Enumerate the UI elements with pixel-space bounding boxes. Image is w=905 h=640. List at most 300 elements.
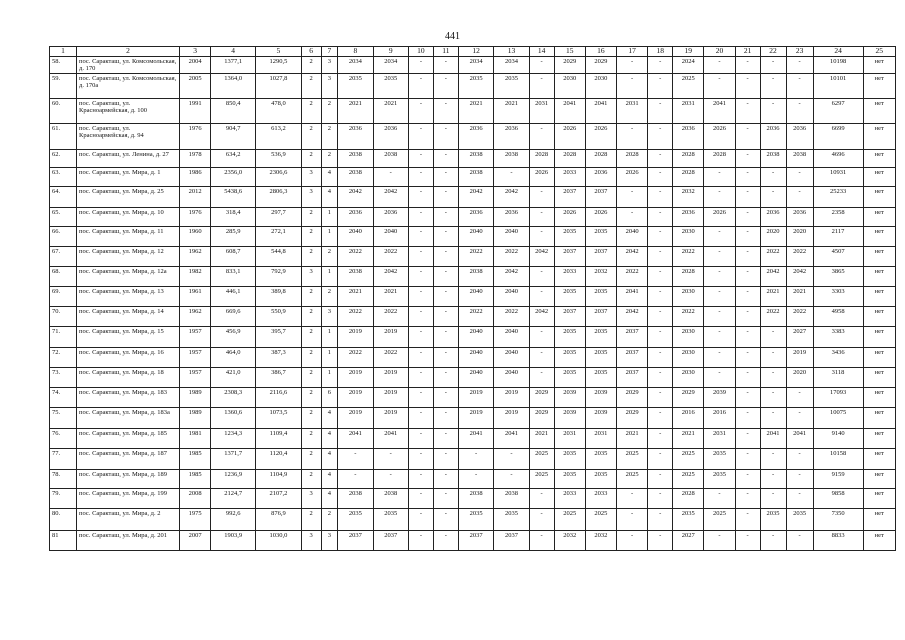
column-header: 14 [529, 47, 554, 57]
table-cell: 7350 [813, 508, 863, 530]
table-cell: 2029 [585, 56, 616, 73]
table-cell: 2 [301, 428, 321, 448]
table-cell: нет [863, 428, 895, 448]
table-cell: - [338, 448, 373, 469]
table-cell: 2038 [458, 266, 493, 286]
table-cell: 2040 [494, 367, 529, 387]
table-cell: 904,7 [211, 123, 256, 149]
table-cell: 2025 [617, 448, 648, 469]
table-cell: 2026 [554, 207, 585, 226]
table-cell: - [648, 186, 673, 207]
table-cell: - [408, 306, 433, 326]
table-cell: - [735, 326, 760, 347]
table-cell: - [760, 73, 786, 98]
table-cell: 2025 [673, 73, 704, 98]
table-cell: 2035 [585, 286, 616, 306]
table-cell: 2 [301, 98, 321, 123]
table-cell: 395,7 [256, 326, 302, 347]
table-cell: - [760, 367, 786, 387]
table-cell: 2035 [786, 508, 813, 530]
table-row [50, 73, 896, 98]
row-number: 73. [50, 367, 77, 387]
table-cell: - [735, 149, 760, 167]
table-cell: 2019 [373, 326, 408, 347]
table-cell: 2019 [494, 387, 529, 407]
table-cell: - [408, 448, 433, 469]
column-header: 13 [494, 47, 529, 57]
table-cell: - [408, 387, 433, 407]
table-cell: 2022 [786, 246, 813, 266]
table-cell: нет [863, 286, 895, 306]
table-cell: 2124,7 [211, 488, 256, 508]
table-cell: 2 [321, 246, 338, 266]
table-cell: - [408, 98, 433, 123]
table-cell: нет [863, 186, 895, 207]
table-cell: 2007 [180, 530, 211, 550]
table-cell: 2041 [786, 428, 813, 448]
table-cell: нет [863, 246, 895, 266]
table-cell: - [648, 347, 673, 367]
row-number: 72. [50, 347, 77, 367]
table-cell: 2035 [494, 508, 529, 530]
table-cell: 4 [321, 407, 338, 428]
table-cell: 634,2 [211, 149, 256, 167]
table-cell: - [786, 530, 813, 550]
table-cell: - [735, 469, 760, 488]
table-cell: 2 [321, 149, 338, 167]
table-cell: - [704, 306, 735, 326]
table-cell: - [648, 246, 673, 266]
table-cell: 2025 [554, 508, 585, 530]
table-cell: 3 [321, 56, 338, 73]
table-cell: 3303 [813, 286, 863, 306]
table-cell: 2019 [786, 347, 813, 367]
table-cell: 2035 [585, 347, 616, 367]
table-cell: - [529, 73, 554, 98]
table-cell: - [617, 508, 648, 530]
table-cell: 2027 [673, 530, 704, 550]
table-cell: 2032 [673, 186, 704, 207]
table-cell: 1985 [180, 448, 211, 469]
table-cell: 2022 [494, 246, 529, 266]
table-cell: 2019 [458, 407, 493, 428]
address-cell: пос. Саракташ, ул. Ленина, д. 27 [77, 149, 180, 167]
table-cell: 2041 [494, 428, 529, 448]
table-cell: - [433, 530, 458, 550]
table-cell: 1 [321, 226, 338, 246]
table-cell: 2019 [338, 387, 373, 407]
table-cell: 2038 [338, 266, 373, 286]
table-cell: 2356,0 [211, 167, 256, 186]
table-cell: 1989 [180, 387, 211, 407]
address-cell: пос. Саракташ, ул. Мира, д. 10 [77, 207, 180, 226]
table-cell: 2 [301, 207, 321, 226]
table-cell: - [408, 123, 433, 149]
table-cell: 2039 [585, 387, 616, 407]
table-cell: 1961 [180, 286, 211, 306]
table-cell: 2040 [494, 226, 529, 246]
table-cell: 2031 [554, 428, 585, 448]
table-cell: 2035 [585, 367, 616, 387]
table-cell: 2038 [458, 167, 493, 186]
table-cell: 2 [301, 286, 321, 306]
table-cell: 2035 [585, 326, 616, 347]
table-cell: 2030 [673, 226, 704, 246]
table-cell: 3 [321, 530, 338, 550]
table-cell: - [373, 448, 408, 469]
table-cell: 3 [321, 306, 338, 326]
table-cell: - [760, 186, 786, 207]
table-cell: 2036 [373, 207, 408, 226]
table-cell: 1120,4 [256, 448, 302, 469]
table-cell: нет [863, 149, 895, 167]
table-cell: 2038 [494, 149, 529, 167]
table-cell: - [433, 488, 458, 508]
row-number: 58. [50, 56, 77, 73]
table-cell: 2040 [458, 226, 493, 246]
table-cell: 2021 [338, 98, 373, 123]
table-cell: 2029 [673, 387, 704, 407]
table-cell: 613,2 [256, 123, 302, 149]
table-cell: 2032 [585, 530, 616, 550]
table-cell: 5438,6 [211, 186, 256, 207]
table-cell: 2025 [529, 469, 554, 488]
table-cell: 2036 [585, 167, 616, 186]
table-cell: - [338, 469, 373, 488]
table-cell: - [648, 488, 673, 508]
table-cell: 4958 [813, 306, 863, 326]
table-cell: нет [863, 226, 895, 246]
address-cell: пос. Саракташ, ул. Мира, д. 12а [77, 266, 180, 286]
column-header: 22 [760, 47, 786, 57]
table-cell: 2036 [494, 123, 529, 149]
table-cell: 2041 [585, 98, 616, 123]
column-header: 6 [301, 47, 321, 57]
row-number: 80. [50, 508, 77, 530]
table-cell: 2021 [617, 428, 648, 448]
table-cell: - [648, 266, 673, 286]
table-cell: 2026 [704, 207, 735, 226]
table-cell: 2038 [760, 149, 786, 167]
column-header: 19 [673, 47, 704, 57]
page-number: 441 [445, 31, 460, 42]
table-cell: 2022 [458, 246, 493, 266]
table-cell: 2 [301, 448, 321, 469]
table-row [50, 387, 896, 407]
row-number: 61. [50, 123, 77, 149]
table-cell: 2031 [617, 98, 648, 123]
table-cell: - [529, 488, 554, 508]
row-number: 69. [50, 286, 77, 306]
table-cell: - [760, 407, 786, 428]
table-cell: 669,6 [211, 306, 256, 326]
table-cell: - [735, 56, 760, 73]
table-cell: 2019 [338, 407, 373, 428]
address-cell: пос. Саракташ, ул. Мира, д. 15 [77, 326, 180, 347]
table-cell: 2012 [180, 186, 211, 207]
table-cell: 2042 [458, 186, 493, 207]
table-cell: 2036 [786, 123, 813, 149]
address-cell: пос. Саракташ, ул. Мира, д. 1 [77, 167, 180, 186]
table-cell: - [760, 347, 786, 367]
table-cell: 2026 [554, 123, 585, 149]
table-cell: 2 [301, 73, 321, 98]
table-cell: 2 [301, 123, 321, 149]
table-cell: 272,1 [256, 226, 302, 246]
table-cell: 2008 [180, 488, 211, 508]
table-cell: - [433, 448, 458, 469]
table-cell: 446,1 [211, 286, 256, 306]
table-cell: 4 [321, 488, 338, 508]
table-cell: 3865 [813, 266, 863, 286]
table-cell: 2040 [458, 326, 493, 347]
table-cell: - [529, 123, 554, 149]
table-row [50, 508, 896, 530]
table-row [50, 469, 896, 488]
table-cell: 4 [321, 448, 338, 469]
table-cell: 2042 [338, 186, 373, 207]
table-cell: нет [863, 469, 895, 488]
row-number: 74. [50, 387, 77, 407]
table-cell: нет [863, 387, 895, 407]
table-cell: 2035 [554, 226, 585, 246]
table-cell: 2040 [494, 347, 529, 367]
table-cell: 2035 [338, 73, 373, 98]
table-cell: 2022 [494, 306, 529, 326]
table-cell: 2026 [529, 167, 554, 186]
table-cell: 3 [321, 73, 338, 98]
table-cell: - [373, 469, 408, 488]
table-cell: - [433, 347, 458, 367]
table-cell: 2031 [585, 428, 616, 448]
table-cell: 2030 [673, 367, 704, 387]
table-cell: 2035 [585, 469, 616, 488]
table-cell: - [735, 207, 760, 226]
table-cell: 2021 [760, 286, 786, 306]
table-cell: 2035 [554, 326, 585, 347]
table-cell: - [433, 266, 458, 286]
table-cell: 2035 [458, 508, 493, 530]
table-cell: - [648, 387, 673, 407]
table-cell: 2035 [585, 448, 616, 469]
table-cell: 2037 [494, 530, 529, 550]
table-cell: 3 [301, 266, 321, 286]
table-cell: - [704, 347, 735, 367]
row-number: 76. [50, 428, 77, 448]
table-cell: нет [863, 167, 895, 186]
table-cell: 876,9 [256, 508, 302, 530]
table-cell: нет [863, 530, 895, 550]
table-cell: - [704, 367, 735, 387]
table-cell: - [735, 407, 760, 428]
table-row [50, 226, 896, 246]
header-row [50, 47, 896, 57]
table-cell: - [408, 246, 433, 266]
table-cell: 2039 [554, 407, 585, 428]
table-cell: 2308,3 [211, 387, 256, 407]
table-row [50, 448, 896, 469]
table-cell: 3383 [813, 326, 863, 347]
address-cell: пос. Саракташ, ул. Мира, д. 25 [77, 186, 180, 207]
row-number: 65. [50, 207, 77, 226]
table-cell: 2025 [617, 469, 648, 488]
table-cell: 2030 [554, 73, 585, 98]
table-cell: - [735, 488, 760, 508]
table-cell: 389,8 [256, 286, 302, 306]
table-cell: - [494, 448, 529, 469]
table-cell: - [408, 347, 433, 367]
table-cell: 2021 [373, 98, 408, 123]
table-cell: 2036 [760, 123, 786, 149]
table-cell: 464,0 [211, 347, 256, 367]
table-cell: - [433, 407, 458, 428]
table-row [50, 306, 896, 326]
column-header: 12 [458, 47, 493, 57]
table-cell: нет [863, 448, 895, 469]
table-cell: - [408, 508, 433, 530]
table-cell: - [433, 469, 458, 488]
table-cell: - [735, 186, 760, 207]
table-cell: 2 [321, 98, 338, 123]
row-number: 77. [50, 448, 77, 469]
table-cell: - [760, 488, 786, 508]
table-cell: 2033 [554, 167, 585, 186]
table-cell: 2028 [673, 167, 704, 186]
table-cell: нет [863, 73, 895, 98]
table-cell: - [433, 428, 458, 448]
table-cell: 1 [321, 347, 338, 367]
table-cell: 17093 [813, 387, 863, 407]
table-cell: - [433, 326, 458, 347]
table-cell: 1109,4 [256, 428, 302, 448]
table-cell: - [408, 207, 433, 226]
table-cell: 2035 [704, 469, 735, 488]
table-cell: 2 [301, 56, 321, 73]
table-cell: - [648, 167, 673, 186]
address-cell: пос. Саракташ, ул. Мира, д. 11 [77, 226, 180, 246]
table-cell: 421,0 [211, 367, 256, 387]
table-cell: 3 [301, 488, 321, 508]
table-cell: 2021 [494, 98, 529, 123]
table-row [50, 286, 896, 306]
table-cell: - [786, 488, 813, 508]
table-cell: 2021 [673, 428, 704, 448]
table-cell: 2038 [458, 149, 493, 167]
table-cell: - [408, 367, 433, 387]
table-cell: 2035 [373, 73, 408, 98]
table-cell: 2035 [554, 367, 585, 387]
table-cell: - [760, 167, 786, 186]
table-cell: - [408, 266, 433, 286]
table-cell: 4 [321, 469, 338, 488]
table-cell: 2117 [813, 226, 863, 246]
table-cell: 2040 [617, 226, 648, 246]
table-cell: 2019 [338, 326, 373, 347]
column-header: 20 [704, 47, 735, 57]
column-header: 10 [408, 47, 433, 57]
table-cell: 2034 [373, 56, 408, 73]
table-cell: - [760, 387, 786, 407]
table-cell: 2022 [338, 347, 373, 367]
table-cell: 2035 [554, 286, 585, 306]
table-cell: 2029 [617, 407, 648, 428]
table-cell: 2037 [617, 326, 648, 347]
table-cell: - [617, 530, 648, 550]
table-cell: 2019 [373, 407, 408, 428]
table-cell: 1027,8 [256, 73, 302, 98]
table-cell: 2040 [458, 367, 493, 387]
table-cell: - [494, 167, 529, 186]
table-cell: 2035 [458, 73, 493, 98]
table-cell: - [648, 207, 673, 226]
table-cell: 2036 [760, 207, 786, 226]
table-cell: - [735, 246, 760, 266]
table-cell: 2039 [704, 387, 735, 407]
table-cell: 1371,7 [211, 448, 256, 469]
table-cell: 2022 [760, 306, 786, 326]
table-cell: 2037 [554, 186, 585, 207]
table-cell: 2020 [786, 367, 813, 387]
table-cell: 2029 [529, 407, 554, 428]
table-cell: 25233 [813, 186, 863, 207]
table-cell: 2041 [373, 428, 408, 448]
table-cell: 1364,0 [211, 73, 256, 98]
table-cell: 2036 [338, 123, 373, 149]
table-row [50, 123, 896, 149]
table-cell: - [458, 469, 493, 488]
table-cell: - [408, 286, 433, 306]
table-cell: 2035 [338, 508, 373, 530]
table-cell: - [433, 367, 458, 387]
table-cell: 2041 [760, 428, 786, 448]
table-cell: нет [863, 347, 895, 367]
table-cell: - [760, 56, 786, 73]
table-row [50, 98, 896, 123]
table-cell: 2 [301, 469, 321, 488]
table-cell: - [433, 207, 458, 226]
table-cell: 2 [321, 286, 338, 306]
table-row [50, 530, 896, 550]
table-cell: 2030 [673, 347, 704, 367]
table-cell: 2032 [554, 530, 585, 550]
table-cell: 4696 [813, 149, 863, 167]
table-cell: 1234,3 [211, 428, 256, 448]
table-cell: - [648, 306, 673, 326]
table-cell: - [529, 326, 554, 347]
table-cell: 1962 [180, 306, 211, 326]
table-cell: - [786, 407, 813, 428]
table-cell: 2 [301, 326, 321, 347]
table-cell: - [648, 123, 673, 149]
row-number: 70. [50, 306, 77, 326]
table-cell: 2038 [458, 488, 493, 508]
address-cell: пос. Саракташ, ул. Мира, д. 18 [77, 367, 180, 387]
table-cell: - [704, 326, 735, 347]
table-cell: 2028 [617, 149, 648, 167]
table-cell: 387,3 [256, 347, 302, 367]
table-cell: 2041 [458, 428, 493, 448]
table-cell: - [433, 167, 458, 186]
table-cell: нет [863, 407, 895, 428]
table-cell: 2306,6 [256, 167, 302, 186]
table-cell: 2031 [704, 428, 735, 448]
table-cell: 2035 [554, 347, 585, 367]
table-cell: 3436 [813, 347, 863, 367]
table-row [50, 347, 896, 367]
table-cell: - [735, 286, 760, 306]
table-cell: - [529, 530, 554, 550]
table-cell: - [735, 266, 760, 286]
